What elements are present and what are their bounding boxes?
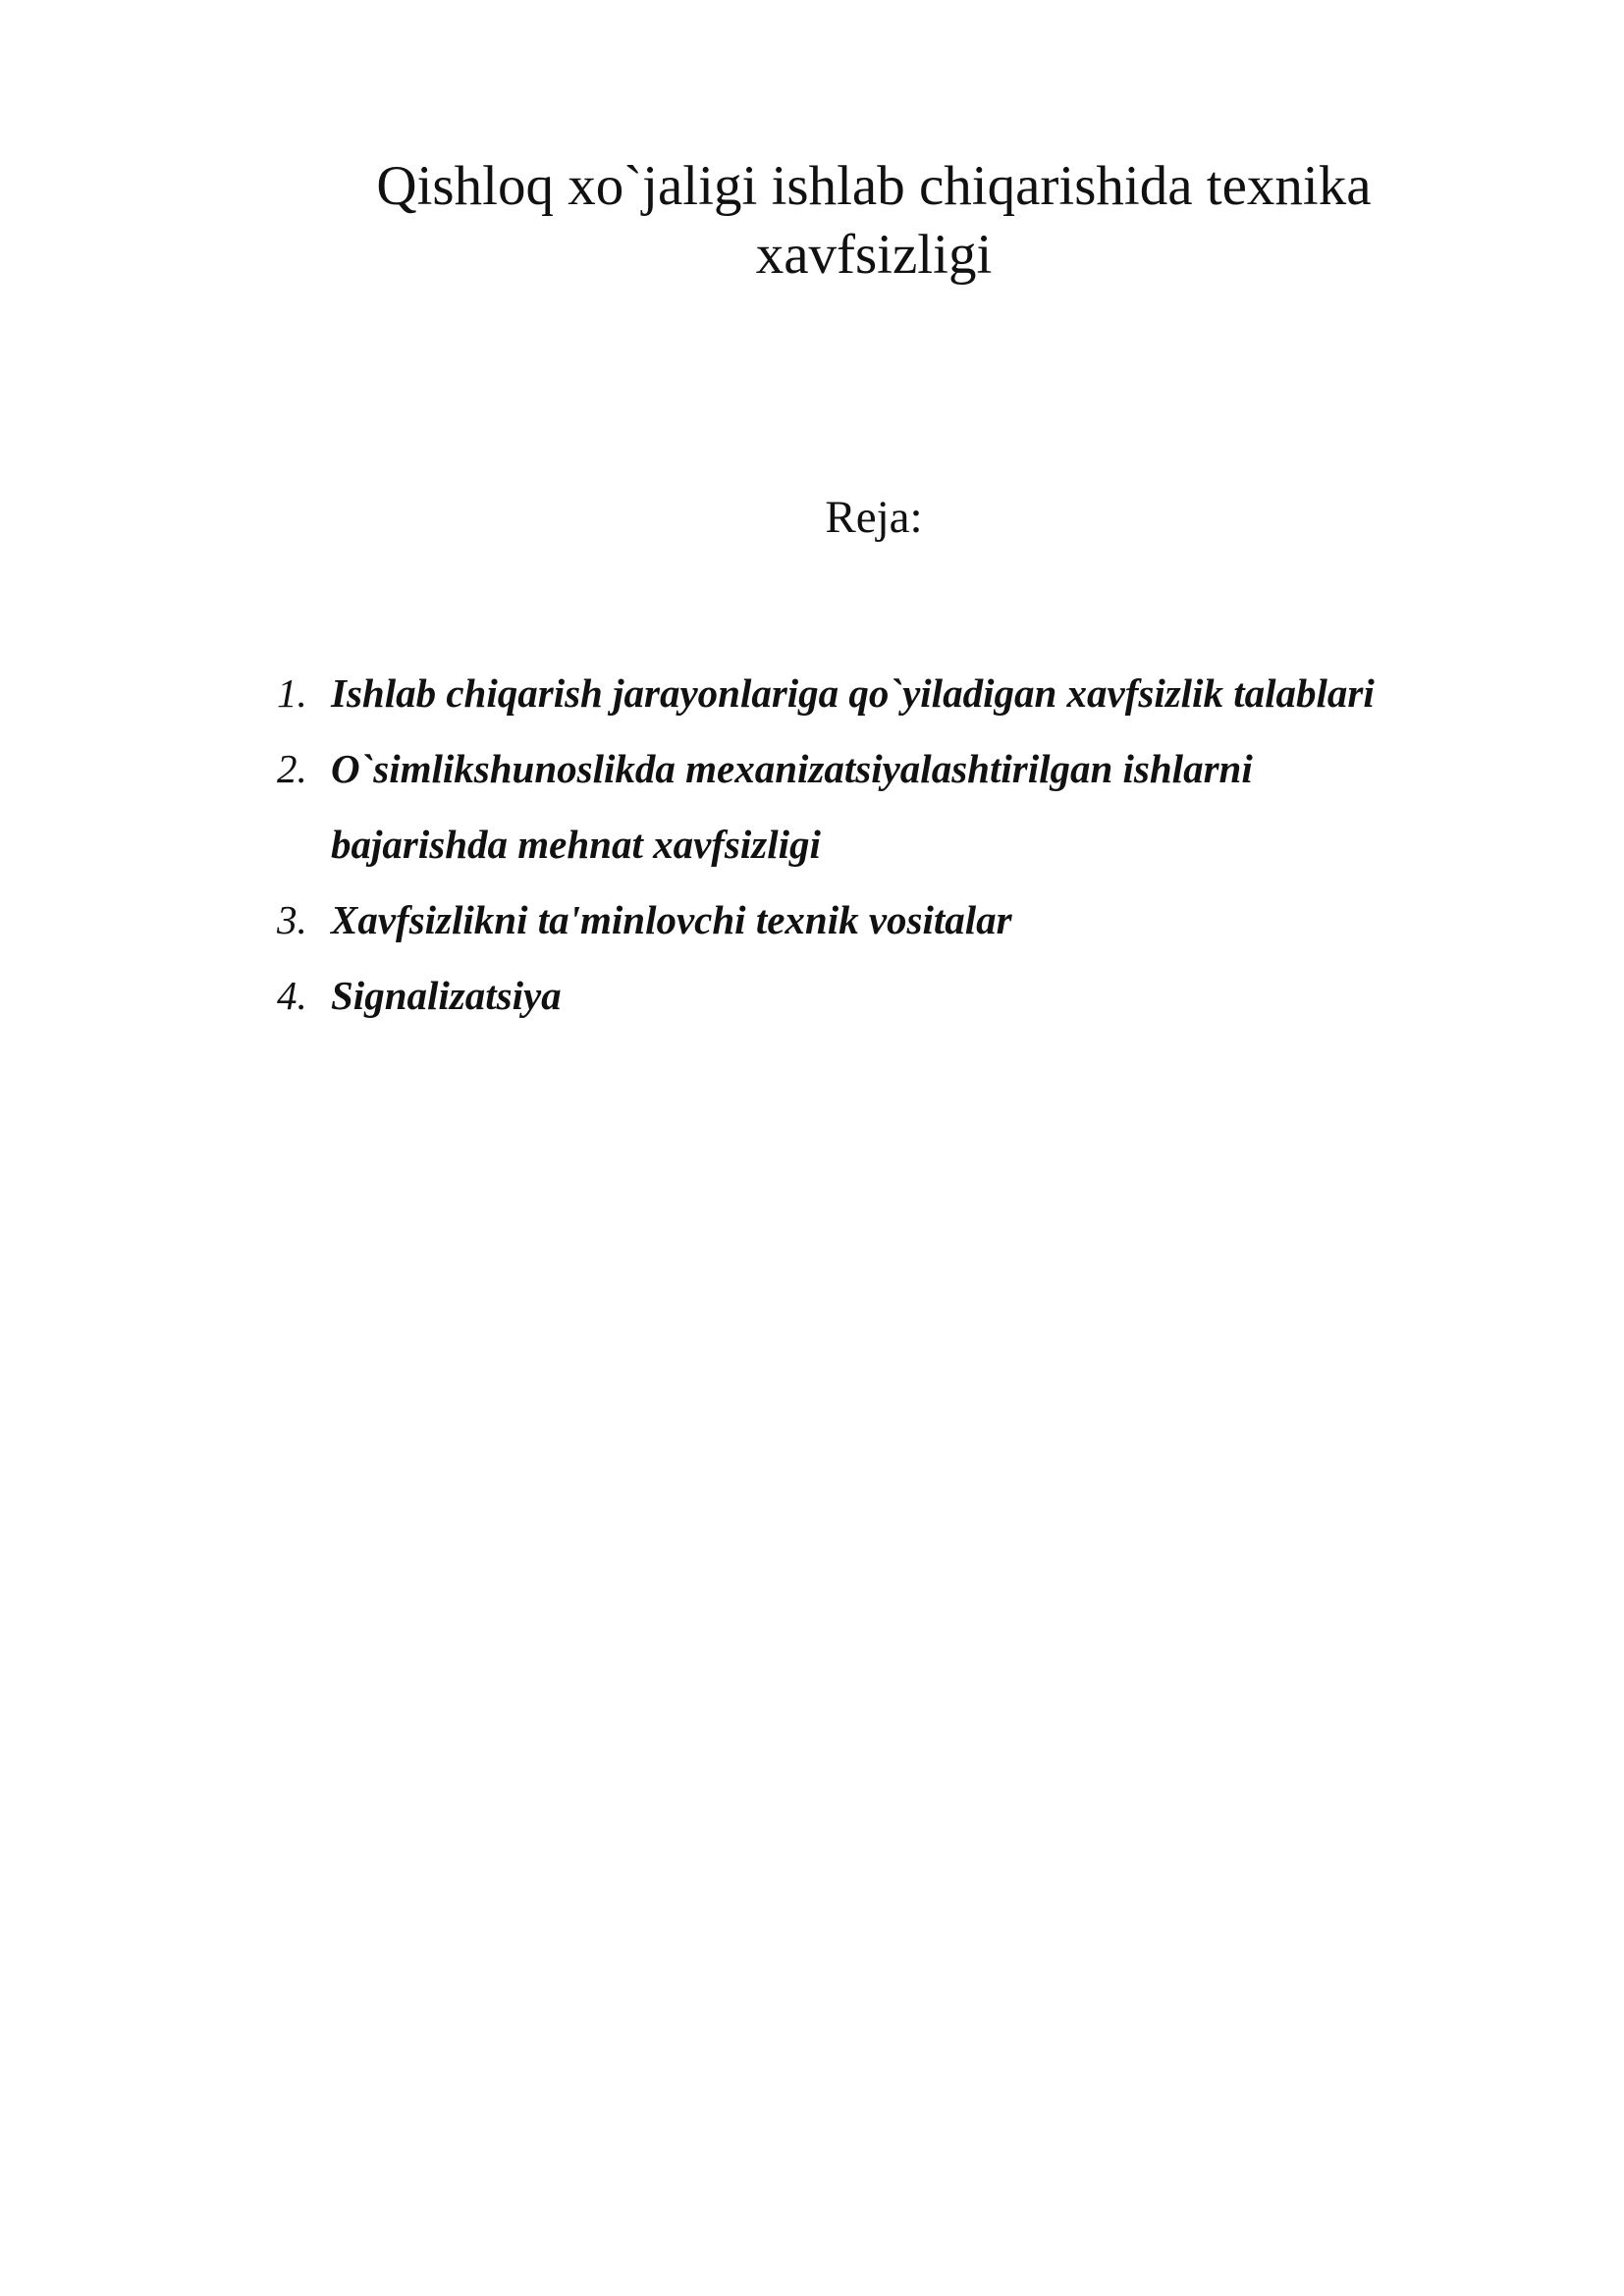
plan-item-number: 4.: [277, 973, 307, 1018]
plan-item-line: O`simlikshunoslikda mexanizatsiyalashtirilgan ishlarni: [331, 746, 1253, 791]
plan-list: [277, 656, 1553, 1034]
plan-item-number: 2.: [277, 746, 307, 791]
plan-item-text: [331, 882, 1553, 958]
plan-item-text: [331, 958, 1553, 1034]
document-title-line-1: Qishloq xo`jaligi ishlab chiqarishida texnika: [376, 155, 1372, 217]
plan-heading: Reja:: [825, 492, 923, 543]
plan-item-line: Ishlab chiqarish jarayonlariga qo`yiladigan xavfsizlik talablari: [331, 670, 1375, 716]
plan-item-1: [277, 656, 1553, 731]
plan-item-number: 1.: [277, 670, 307, 716]
plan-item-2: [277, 731, 1553, 882]
plan-item-3: [277, 882, 1553, 958]
plan-item-text: [331, 656, 1553, 731]
plan-item-4: [277, 958, 1553, 1034]
plan-item-number: 3.: [277, 897, 307, 942]
plan-item-line: Signalizatsiya: [331, 973, 562, 1018]
plan-item-line: bajarishda mehnat xavfsizligi: [331, 822, 821, 867]
document-title: [295, 152, 1453, 290]
plan-item-line: Xavfsizlikni ta'minlovchi texnik vositalar: [331, 897, 1012, 942]
document-title-line-2: xavfsizligi: [755, 224, 993, 286]
plan-item-text: [331, 731, 1553, 882]
